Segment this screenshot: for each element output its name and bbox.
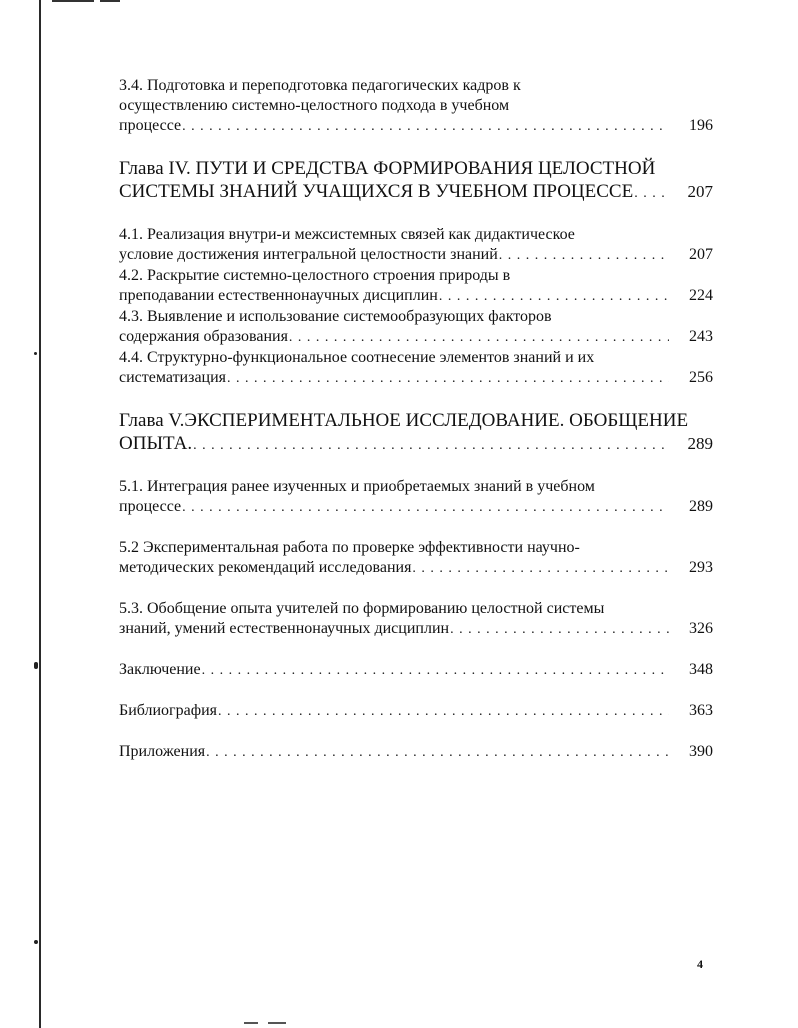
toc-entry-appendices[interactable]: [119, 742, 713, 763]
toc-entry-text: 4.1. Реализация внутри-и межсистемных связей как дидактическое: [119, 226, 575, 243]
leader-dots: [439, 287, 669, 307]
toc-chapter-5[interactable]: [119, 409, 713, 457]
leader-dots: [182, 117, 669, 137]
toc-entry-text: 5.1. Интеграция ранее изученных и приобретаемых знаний в учебном: [119, 478, 595, 495]
leader-dots: [412, 559, 669, 579]
toc-chapter-4[interactable]: [119, 157, 713, 205]
scan-artifact: [268, 1022, 286, 1024]
toc-chapter-title: СИСТЕМЫ ЗНАНИЙ УЧАЩИХСЯ В УЧЕБНОМ ПРОЦЕССЕ: [119, 181, 634, 202]
scan-speck: [34, 662, 38, 669]
leader-dots: [193, 434, 669, 457]
toc-page-number: 207: [689, 246, 713, 263]
leader-dots: [218, 702, 669, 722]
toc-page-number: 363: [689, 702, 713, 719]
toc-page-number: 224: [689, 287, 713, 304]
leader-dots: [289, 328, 669, 348]
toc-entry-5-3[interactable]: [119, 599, 713, 640]
toc-chapter-title: Глава V.ЭКСПЕРИМЕНТАЛЬНОЕ ИССЛЕДОВАНИЕ. ОБОБЩЕНИЕ: [119, 410, 689, 431]
toc-entry-bibliography[interactable]: [119, 701, 713, 722]
toc-entry-text: Библиография: [119, 702, 217, 719]
toc-entry-text: 5.2 Экспериментальная работа по проверке эффективности научно-: [119, 539, 580, 556]
toc-entry-4-3[interactable]: [119, 307, 713, 348]
toc-entry-text: преподавании естественнонаучных дисциплин: [119, 287, 438, 304]
scan-edge-line: [39, 0, 41, 1028]
toc-page-number: 289: [689, 498, 713, 515]
toc-entry-text: 4.2. Раскрытие системно-целостного строения природы в: [119, 267, 511, 284]
scan-artifact: [100, 0, 120, 2]
toc-entry-text: содержания образования: [119, 328, 288, 345]
toc-page-number: 390: [689, 743, 713, 760]
leader-dots: [450, 620, 669, 640]
toc-chapter-title: ОПЫТА.: [119, 433, 193, 454]
toc-entry-text: 3.4. Подготовка и переподготовка педагогических кадров к: [119, 77, 521, 94]
toc-page-number: 289: [687, 434, 713, 453]
toc-entry-text: условие достижения интегральной целостности знаний: [119, 246, 498, 263]
toc-entry-text: 4.3. Выявление и использование системообразующих факторов: [119, 308, 552, 325]
toc-entry-text: методических рекомендаций исследования: [119, 559, 412, 576]
toc-page-number: 293: [689, 559, 713, 576]
leader-dots: [227, 369, 669, 389]
leader-dots: [499, 246, 669, 266]
toc-entry-4-2[interactable]: [119, 266, 713, 307]
toc-entry-text: 5.3. Обобщение опыта учителей по формированию целостной системы: [119, 600, 605, 617]
toc-entry-4-1[interactable]: [119, 225, 713, 266]
scan-speck: [34, 940, 38, 944]
toc-page-number: 196: [689, 117, 713, 134]
toc-entry-3-4[interactable]: [119, 76, 713, 137]
toc-entry-text: Приложения: [119, 743, 206, 760]
toc-entry-text: процессе: [119, 498, 182, 515]
scan-artifact: [244, 1022, 258, 1024]
toc-entry-text: знаний, умений естественнонаучных дисциплин: [119, 620, 450, 637]
scan-speck: [34, 352, 37, 355]
leader-dots: [202, 661, 669, 681]
toc-page-number: 256: [689, 369, 713, 386]
toc-entry-text: Заключение: [119, 661, 201, 678]
toc-entry-conclusion[interactable]: [119, 660, 713, 681]
toc-chapter-title: Глава IV. ПУТИ И СРЕДСТВА ФОРМИРОВАНИЯ ЦЕЛОСТНОЙ: [119, 158, 656, 179]
toc-entry-5-1[interactable]: [119, 477, 713, 518]
leader-dots: [182, 498, 669, 518]
toc-page-number: 243: [689, 328, 713, 345]
leader-dots: [206, 743, 669, 763]
page-number: 4: [697, 957, 703, 971]
toc-page-number: 348: [689, 661, 713, 678]
toc-entry-text: 4.4. Структурно-функциональное соотнесение элементов знаний и их: [119, 349, 595, 366]
toc-entry-text: процессе: [119, 117, 182, 134]
toc-entry-5-2[interactable]: [119, 538, 713, 579]
toc-page-number: 326: [689, 620, 713, 637]
toc-entry-text: осуществлению системно-целостного подхода в учебном: [119, 97, 510, 114]
scan-artifact: [52, 0, 94, 2]
toc-entry-4-4[interactable]: [119, 348, 713, 389]
toc-page-number: 207: [687, 182, 713, 201]
table-of-contents: [119, 76, 713, 763]
toc-entry-text: систематизация: [119, 369, 227, 386]
leader-dots: [634, 182, 669, 205]
